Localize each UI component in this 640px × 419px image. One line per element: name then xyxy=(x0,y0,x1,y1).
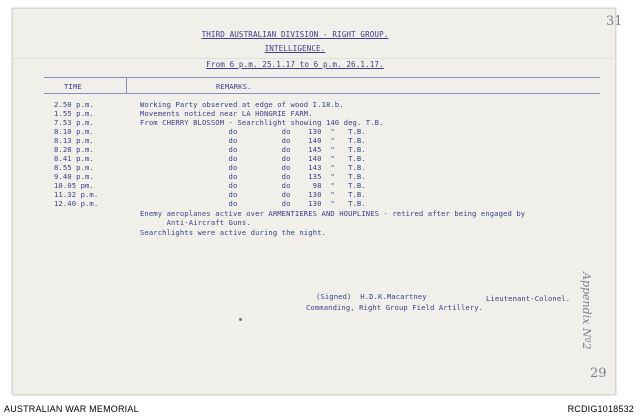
row-remark: do do 130 " T.B. xyxy=(140,127,366,136)
row-time: 11.32 p.m. xyxy=(54,190,99,199)
column-header-remarks: REMARKS. xyxy=(216,82,252,91)
row-remark: do do 98 " T.B. xyxy=(140,181,366,190)
row-time: 10.05 pm. xyxy=(54,181,94,190)
signatory-position: Commanding, Right Group Field Artillery. xyxy=(306,303,484,312)
row-time: 8.55 p.m. xyxy=(54,163,94,172)
row-time: 2.50 p.m. xyxy=(54,100,94,109)
footer-record-id: RCDIG1018532 xyxy=(567,404,634,414)
row-remark: Movements noticed near LA HONGRIE FARM. xyxy=(140,109,313,118)
ink-dot xyxy=(239,318,242,321)
row-time: 7.53 p.m. xyxy=(54,118,94,127)
row-remark: From CHERRY BLOSSOM - Searchlight showing 140 deg. T.B. xyxy=(140,118,384,127)
row-remark: do do 140 " T.B. xyxy=(140,154,366,163)
table-header-rule xyxy=(44,93,600,94)
row-remark: Working Party observed at edge of wood I.18.b. xyxy=(140,100,344,109)
row-time: 8.10 p.m. xyxy=(54,127,94,136)
appendix-note: Appendix Nº2 xyxy=(580,272,593,350)
table-column-divider xyxy=(126,77,127,94)
remark-aeroplanes: Enemy aeroplanes active over ARMENTIERES AND HOUPLINES - retired after being engaged by xyxy=(140,209,526,218)
column-header-time: TIME xyxy=(64,82,82,91)
row-time: 8.28 p.m. xyxy=(54,145,94,154)
row-time: 8.41 p.m. xyxy=(54,154,94,163)
row-time: 9.40 p.m. xyxy=(54,172,94,181)
row-remark: do do 130 " T.B. xyxy=(140,190,366,199)
row-remark: do do 140 " T.B. xyxy=(140,136,366,145)
signatory-rank: Lieutenant-Colonel. xyxy=(486,294,571,303)
document-subtitle: INTELLIGENCE. xyxy=(264,44,326,53)
signed-line: (Signed) H.D.K.Macartney xyxy=(316,292,427,301)
document-period: From 6 p.m. 25.1.17 to 6 p.m. 26.1.17. xyxy=(206,60,384,69)
row-time: 12.40 p.m. xyxy=(54,199,99,208)
paper-fold xyxy=(12,58,614,59)
remark-searchlights: Searchlights were active during the night. xyxy=(140,228,326,237)
folio-number-top: 31 xyxy=(606,14,623,29)
row-time: 1.55 p.m. xyxy=(54,109,94,118)
remark-anti-aircraft: Anti-Aircraft Guns. xyxy=(140,218,251,227)
document-title: THIRD AUSTRALIAN DIVISION - RIGHT GROUP. xyxy=(201,30,389,39)
footer-source: AUSTRALIAN WAR MEMORIAL xyxy=(4,404,139,414)
table-top-rule xyxy=(44,77,600,78)
row-remark: do do 143 " T.B. xyxy=(140,163,366,172)
row-time: 8.13 p.m. xyxy=(54,136,94,145)
folio-number-bottom: 29 xyxy=(590,366,607,381)
row-remark: do do 130 " T.B. xyxy=(140,199,366,208)
row-remark: do do 145 " T.B. xyxy=(140,145,366,154)
row-remark: do do 135 " T.B. xyxy=(140,172,366,181)
